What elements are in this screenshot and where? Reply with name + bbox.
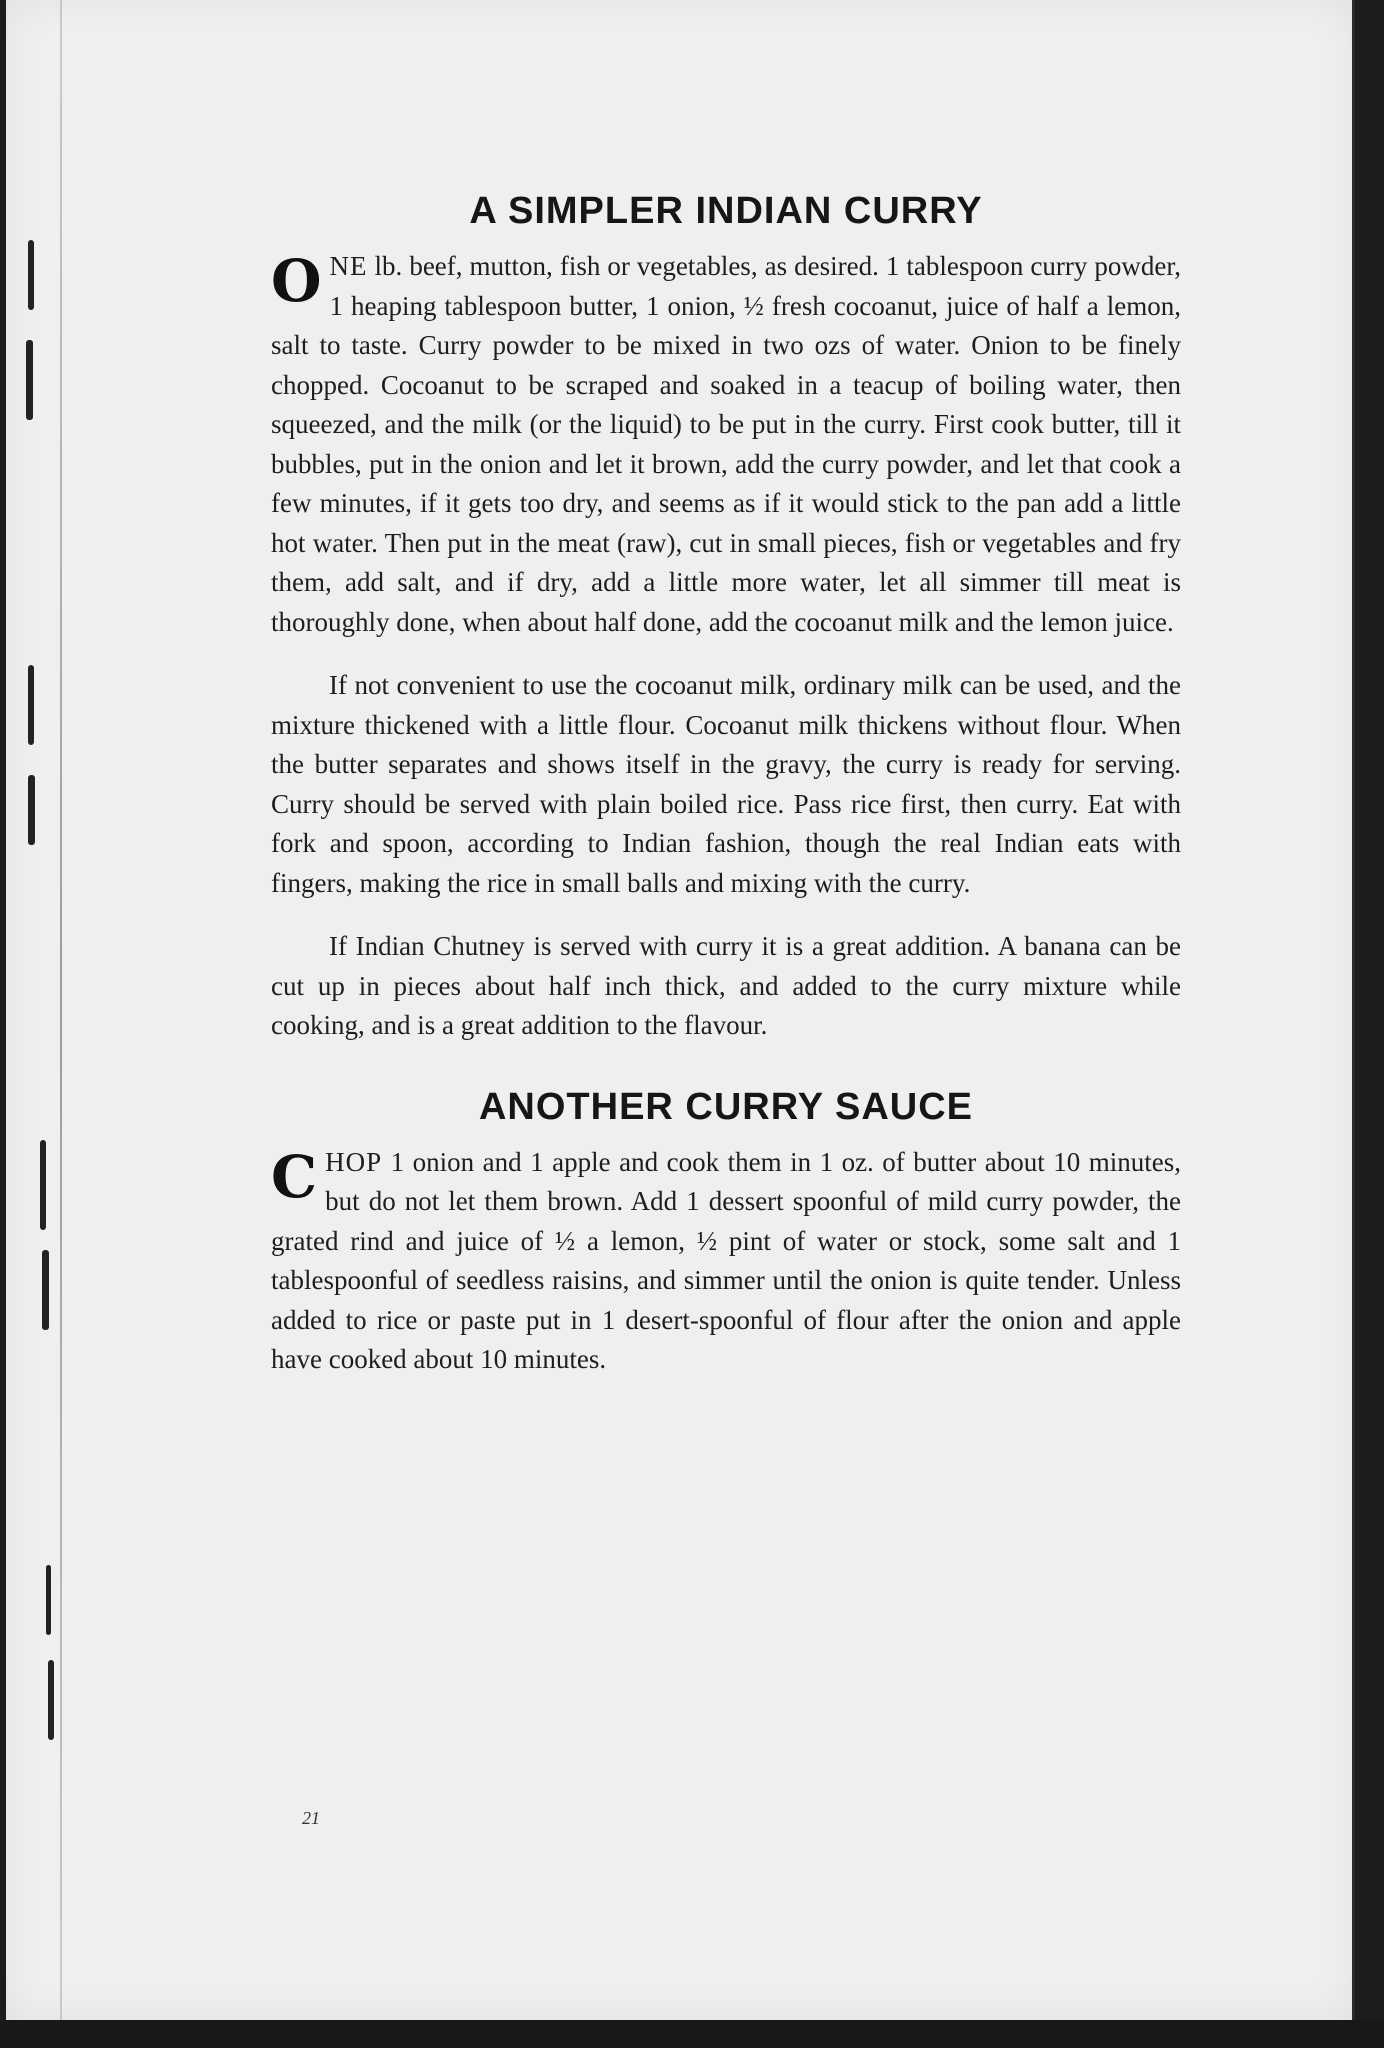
- drop-cap: O: [271, 247, 322, 315]
- scan-border: [0, 2020, 1384, 2048]
- spine-shadow: [60, 0, 62, 2020]
- binding-stitch: [42, 1250, 49, 1330]
- binding-stitch: [28, 240, 34, 310]
- book-page: [6, 0, 1355, 2020]
- page-number: 21: [302, 1808, 320, 1828]
- binding-stitch: [48, 1660, 54, 1740]
- drop-cap: C: [271, 1142, 318, 1211]
- recipe-paragraph: [271, 247, 1181, 642]
- binding-stitch: [26, 340, 33, 420]
- binding-stitch: [46, 1565, 51, 1635]
- paragraph-text: lb. beef, mutton, fish or vegetables, as desired. 1 tablespoon curry powder, 1 heaping tablespoon butter, 1 onion, ½ fresh cocoanut, juice of half a lemon, salt to taste. Curry powder to be mixed in two ozs of water. Onion to be finely chopped. Cocoanut to be scraped and soaked in a teacup of boiling water, then squeezed, and the milk (or the liquid) to be put in the curry. First cook butter, till it bubbles, put in the onion and let it brown, add the curry powder, and let that cook a few minutes, if it gets too dry, and seems as if it would stick to the pan add a little hot water. Then put in the meat (raw), cut in small pieces, fish or vegetables and fry them, add salt, and if dry, add a little more water, let all simmer till meat is thoroughly done, when about half done, add the cocoanut milk and the lemon juice.: [271, 251, 1181, 637]
- recipe-paragraph: [271, 1143, 1181, 1380]
- recipe-paragraph: If Indian Chutney is served with curry it is a great addition. A banana can be cut up in pieces about half inch thick, and added to the curry mixture while cooking, and is a great addition to the flavour.: [271, 931, 1181, 1040]
- recipe-title: A SIMPLER INDIAN CURRY: [469, 190, 983, 232]
- lead-word: NE: [329, 251, 368, 281]
- recipe-paragraph: If not convenient to use the cocoanut milk, ordinary milk can be used, and the mixture thickened with a little flour. Cocoanut milk thickens without flour. When the butter separates and shows itself in the gravy, the curry is ready for serving. Curry should be served with plain boiled rice. Pass rice first, then curry. Eat with fork and spoon, according to Indian fashion, though the real Indian eats with fingers, making the rice in small balls and mixing with the curry.: [271, 670, 1181, 898]
- recipe-content: [271, 190, 1181, 1404]
- paragraph-text: 1 onion and 1 apple and cook them in 1 oz. of butter about 10 minutes, but do not let them brown. Add 1 dessert spoonful of mild curry powder, the grated rind and juice of ½ a lemon, ½ pint of water or stock, some salt and 1 tablespoonful of seedless raisins, and simmer until the onion is quite tender. Unless added to rice or paste put in 1 desert-spoonful of flour after the onion and apple have cooked about 10 minutes.: [271, 1146, 1181, 1374]
- binding-stitch: [28, 775, 35, 845]
- lead-word: HOP: [325, 1146, 383, 1177]
- recipe-title: ANOTHER CURRY SAUCE: [478, 1085, 974, 1128]
- binding-stitch: [28, 665, 34, 745]
- binding-stitch: [40, 1140, 46, 1230]
